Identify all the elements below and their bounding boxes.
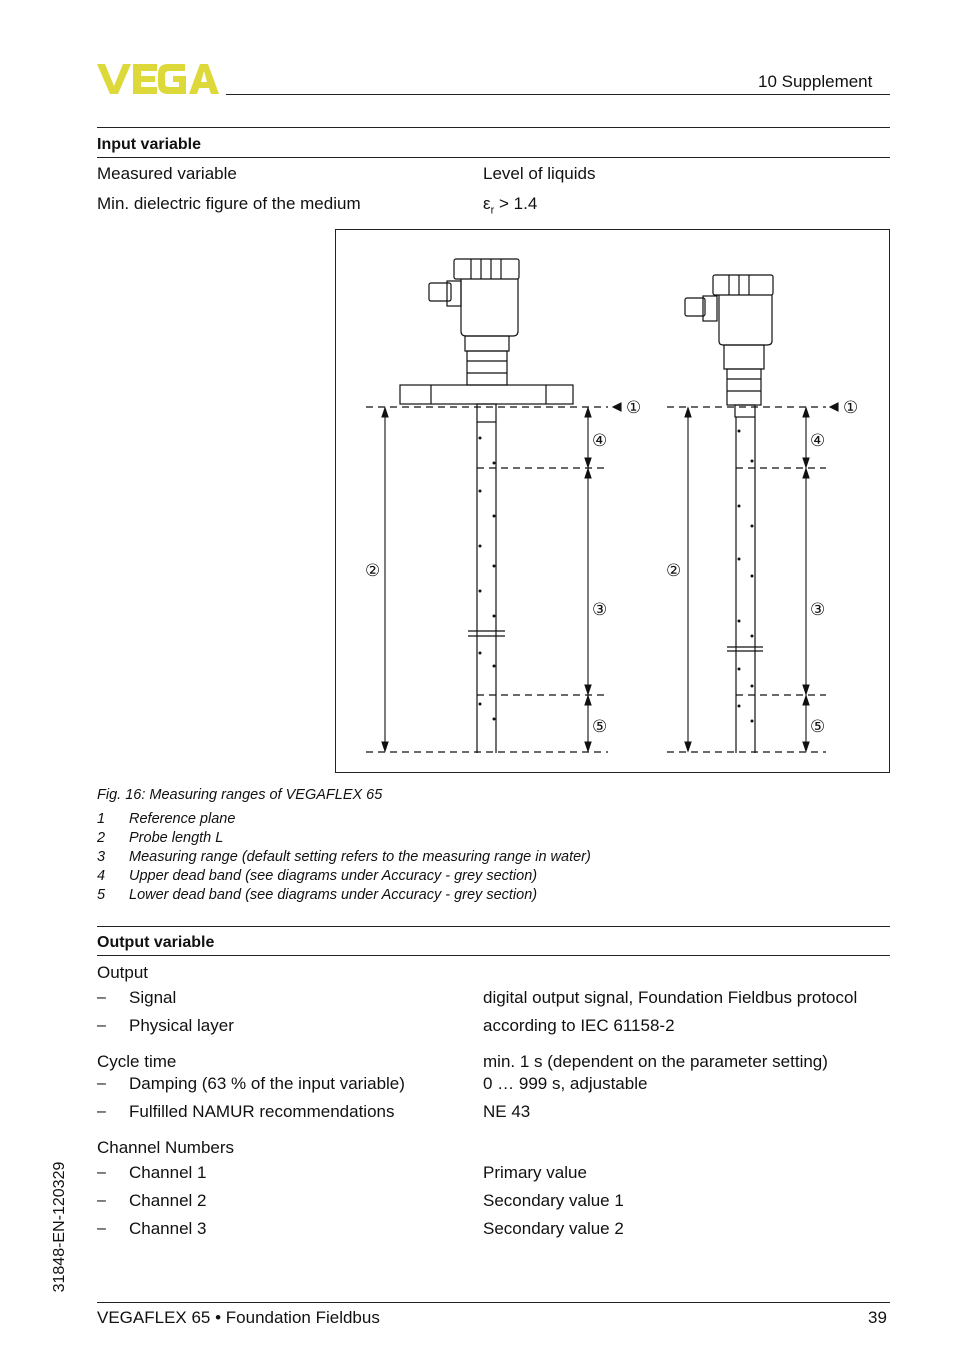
output-variable-title: Output variable — [97, 934, 215, 951]
legend-text: Reference plane — [129, 811, 236, 827]
list-dash: – — [97, 1220, 106, 1237]
list-dash: – — [97, 1103, 106, 1120]
measuring-range-figure — [335, 229, 890, 773]
legend-text: Probe length L — [129, 830, 224, 846]
physical-layer-label: Physical layer — [129, 1016, 234, 1035]
channel-3-label: Channel 3 — [129, 1219, 207, 1238]
cycle-time-label: Cycle time — [97, 1052, 177, 1071]
marker-3-right: ③ — [810, 600, 826, 620]
marker-1-left: ① — [626, 398, 642, 418]
marker-2-right: ② — [666, 561, 682, 581]
footer-title: VEGAFLEX 65 • Foundation Fieldbus — [97, 1308, 380, 1327]
legend-num: 2 — [97, 830, 106, 846]
channel-numbers-label: Channel Numbers — [97, 1138, 235, 1157]
output-label: Output — [97, 963, 149, 982]
marker-2-left: ② — [365, 561, 381, 581]
document-number: 31848-EN-120329 — [51, 1161, 68, 1293]
marker-3-left: ③ — [592, 600, 608, 620]
signal-label: Signal — [129, 988, 177, 1007]
legend-num: 1 — [97, 811, 106, 827]
list-dash: – — [97, 1017, 106, 1034]
section-top-rule — [97, 127, 890, 128]
measuring-range-drawing — [336, 230, 889, 772]
marker-4-right: ④ — [810, 431, 826, 451]
namur-value: NE 43 — [483, 1102, 531, 1121]
namur-label: Fulfilled NAMUR recommendations — [129, 1102, 395, 1121]
figure-caption: Fig. 16: Measuring ranges of VEGAFLEX 65 — [97, 787, 383, 803]
damping-value: 0 … 999 s, adjustable — [483, 1074, 648, 1093]
section-bottom-rule — [97, 955, 890, 956]
channel-3-value: Secondary value 2 — [483, 1219, 624, 1238]
page-number: 39 — [868, 1308, 887, 1327]
section-top-rule — [97, 926, 890, 927]
measured-variable-value: Level of liquids — [483, 164, 596, 183]
channel-2-value: Secondary value 1 — [483, 1191, 624, 1210]
legend-num: 5 — [97, 887, 106, 903]
legend-num: 4 — [97, 868, 106, 884]
channel-2-label: Channel 2 — [129, 1191, 207, 1210]
measured-variable-label: Measured variable — [97, 164, 237, 183]
legend-text: Lower dead band (see diagrams under Accuracy - grey section) — [129, 887, 538, 903]
physical-layer-value: according to IEC 61158-2 — [483, 1016, 675, 1035]
list-dash: – — [97, 1075, 106, 1092]
marker-1-right: ① — [843, 398, 859, 418]
dielectric-label: Min. dielectric figure of the medium — [97, 194, 361, 213]
legend-num: 3 — [97, 849, 106, 865]
cycle-time-value: min. 1 s (dependent on the parameter setting) — [483, 1052, 828, 1071]
header-rule — [226, 94, 890, 95]
damping-label: Damping (63 % of the input variable) — [129, 1074, 405, 1093]
list-dash: – — [97, 1192, 106, 1209]
marker-5-right: ⑤ — [810, 717, 826, 737]
list-dash: – — [97, 989, 106, 1006]
input-variable-title: Input variable — [97, 136, 202, 153]
vega-logo — [97, 62, 219, 96]
channel-1-label: Channel 1 — [129, 1163, 207, 1182]
legend-text: Upper dead band (see diagrams under Accuracy - grey section) — [129, 868, 538, 884]
list-dash: – — [97, 1164, 106, 1181]
footer-rule — [97, 1302, 890, 1303]
marker-5-left: ⑤ — [592, 717, 608, 737]
dielectric-value: $\varepsilon_r > 1.4$ — [483, 194, 538, 217]
signal-value: digital output signal, Foundation Fieldbus protocol — [483, 988, 858, 1007]
section-bottom-rule — [97, 157, 890, 158]
legend-text: Measuring range (default setting refers to the measuring range in water) — [129, 849, 591, 865]
marker-4-left: ④ — [592, 431, 608, 451]
header-section: 10 Supplement — [758, 72, 873, 91]
channel-1-value: Primary value — [483, 1163, 587, 1182]
